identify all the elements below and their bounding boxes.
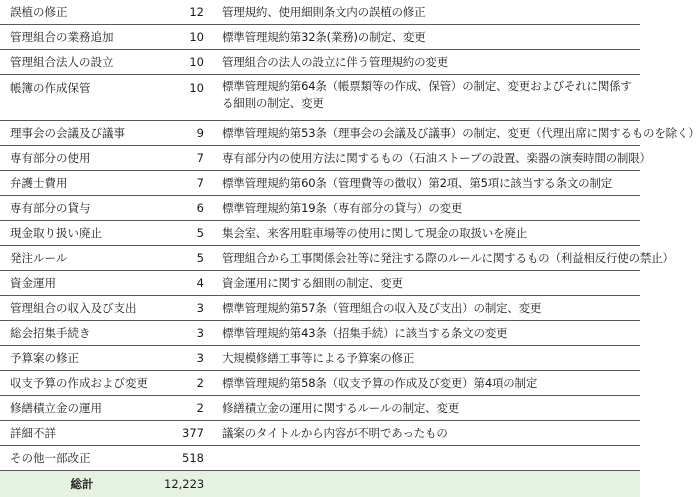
row-spacer [204,446,218,471]
row-topic: 詳細不詳 [0,421,164,446]
row-count: 10 [164,75,204,121]
row-description: 標準管理規約第32条(業務)の制定、変更 [218,25,640,50]
row-description [218,446,640,471]
row-topic: その他一部改正 [0,446,164,471]
row-topic: 誤植の修正 [0,0,164,25]
row-count: 5 [164,221,204,246]
row-spacer [204,271,218,296]
table-row [0,421,640,446]
total-spacer [204,471,218,497]
table-row [0,25,640,50]
row-count: 6 [164,196,204,221]
row-spacer [204,121,218,146]
row-count: 7 [164,146,204,171]
table-row [0,221,640,246]
row-description: 資金運用に関する細則の制定、変更 [218,271,640,296]
row-description: 標準管理規約第19条（専有部分の貸与）の変更 [218,196,640,221]
row-description: 大規模修繕工事等による予算案の修正 [218,346,640,371]
row-description: 管理規約、使用細則条文内の誤植の修正 [218,0,640,25]
row-topic: 予算案の修正 [0,346,164,371]
row-spacer [204,321,218,346]
total-row [0,471,640,497]
row-topic: 資金運用 [0,271,164,296]
row-count: 4 [164,271,204,296]
row-topic: 管理組合の収入及び支出 [0,296,164,321]
row-count: 3 [164,321,204,346]
row-description: 標準管理規約第64条（帳票類等の作成、保管）の制定、変更およびそれに関係する細則の制定、変更 [218,75,640,121]
row-description: 管理組合から工事関係会社等に発注する際のルールに関するもの（利益相反行使の禁止） [218,246,640,271]
row-description: 標準管理規約第60条（管理費等の徴収）第2項、第5項に該当する条文の制定 [218,171,640,196]
row-topic: 総会招集手続き [0,321,164,346]
row-description: 議案のタイトルから内容が不明であったもの [218,421,640,446]
row-description: 標準管理規約第57条（管理組合の収入及び支出）の制定、変更 [218,296,640,321]
row-spacer [204,296,218,321]
table-row [0,196,640,221]
total-label: 総計 [0,471,164,497]
row-description: 標準管理規約第43条（招集手続）に該当する条文の変更 [218,321,640,346]
table-row [0,296,640,321]
row-topic: 理事会の会議及び議事 [0,121,164,146]
table-row [0,371,640,396]
row-spacer [204,371,218,396]
row-count: 12 [164,0,204,25]
table-row [0,171,640,196]
table-row [0,246,640,271]
row-topic: 発注ルール [0,246,164,271]
row-spacer [204,75,218,121]
row-topic: 修繕積立金の運用 [0,396,164,421]
row-description: 標準管理規約第58条（収支予算の作成及び変更）第4項の制定 [218,371,640,396]
table-row [0,121,640,146]
row-spacer [204,50,218,75]
row-description: 管理組合の法人の設立に伴う管理規約の変更 [218,50,640,75]
table-row [0,446,640,471]
table-row [0,0,640,25]
table-row [0,396,640,421]
row-description: 標準管理規約第53条（理事会の会議及び議事）の制定、変更（代理出席に関するものを除く） [218,121,640,146]
table-row [0,346,640,371]
total-value: 12,223 [164,471,204,497]
row-spacer [204,221,218,246]
row-count: 5 [164,246,204,271]
row-count: 10 [164,50,204,75]
row-count: 2 [164,396,204,421]
row-spacer [204,421,218,446]
row-spacer [204,25,218,50]
row-spacer [204,196,218,221]
table-row [0,146,640,171]
table-row [0,271,640,296]
row-count: 9 [164,121,204,146]
row-spacer [204,146,218,171]
row-description: 修繕積立金の運用に関するルールの制定、変更 [218,396,640,421]
row-topic: 収支予算の作成および変更 [0,371,164,396]
table-row [0,321,640,346]
total-empty [218,471,640,497]
table-row [0,75,640,121]
row-topic: 弁護士費用 [0,171,164,196]
row-count: 2 [164,371,204,396]
row-spacer [204,171,218,196]
row-description: 専有部分内の使用方法に関するもの（石油ストーブの設置、楽器の演奏時間の制限） [218,146,640,171]
row-count: 377 [164,421,204,446]
row-count: 3 [164,296,204,321]
row-description: 集会室、来客用駐車場等の使用に関して現金の取扱いを廃止 [218,221,640,246]
row-count: 10 [164,25,204,50]
table-row [0,50,640,75]
row-count: 3 [164,346,204,371]
row-topic: 管理組合法人の設立 [0,50,164,75]
row-count: 7 [164,171,204,196]
row-spacer [204,346,218,371]
row-topic: 専有部分の貸与 [0,196,164,221]
row-count: 518 [164,446,204,471]
row-spacer [204,0,218,25]
row-spacer [204,396,218,421]
row-topic: 現金取り扱い廃止 [0,221,164,246]
row-topic: 管理組合の業務追加 [0,25,164,50]
row-topic: 帳簿の作成保管 [0,75,164,121]
row-spacer [204,246,218,271]
row-topic: 専有部分の使用 [0,146,164,171]
